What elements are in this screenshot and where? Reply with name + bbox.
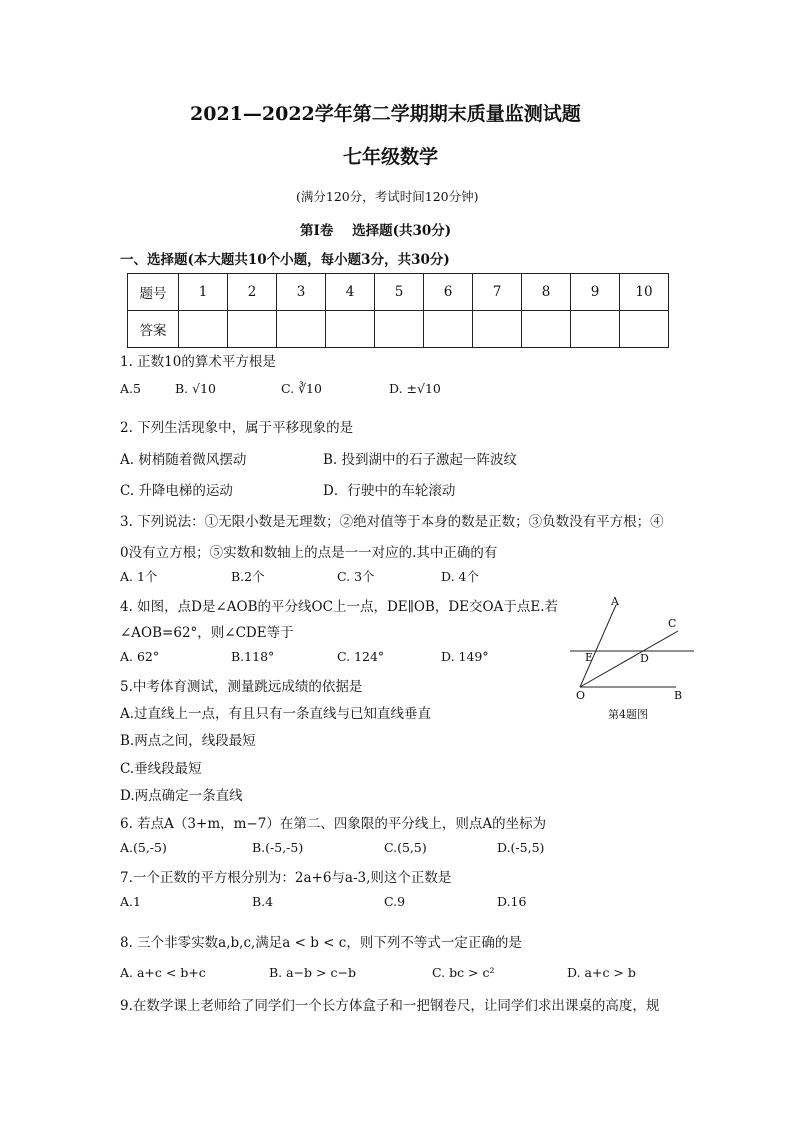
- question-3-stem-line2: 0没有立方根；⑤实数和数轴上的点是一一对应的.其中正确的有: [120, 545, 498, 561]
- question-4-stem-line2: ∠AOB=62°，则∠CDE等于: [120, 625, 294, 641]
- answer-cell[interactable]: [375, 311, 424, 348]
- table-cell: 2: [228, 274, 277, 311]
- label-c: C: [668, 617, 677, 630]
- question-7-option-b: B.4: [252, 894, 274, 909]
- question-8-option-c: C. bc > c²: [432, 965, 495, 980]
- question-4-option-d: D. 149°: [441, 649, 489, 664]
- question-1-option-b: B. √10: [175, 381, 217, 396]
- question-2-option-b: B. 投到湖中的石子激起一阵波纹: [323, 452, 518, 468]
- question-2-option-c: C. 升降电梯的运动: [120, 483, 233, 499]
- question-6-option-a: A.(5,-5): [120, 840, 167, 855]
- label-b: B: [674, 689, 683, 702]
- question-6-option-d: D.(-5,5): [497, 840, 545, 855]
- question-2-stem: 2. 下列生活现象中，属于平移现象的是: [120, 420, 354, 436]
- answer-cell[interactable]: [326, 311, 375, 348]
- answer-cell[interactable]: [277, 311, 326, 348]
- question-7-option-c: C.9: [384, 894, 406, 909]
- answer-cell[interactable]: [522, 311, 571, 348]
- answer-cell[interactable]: [473, 311, 522, 348]
- question-1-option-a: A.5: [120, 381, 141, 396]
- exam-subtitle: 七年级数学: [343, 146, 439, 168]
- question-3-option-d: D. 4个: [441, 569, 479, 584]
- label-o: O: [576, 689, 586, 702]
- question-8-option-b: B. a−b > c−b: [269, 965, 356, 980]
- question-4-option-a: A. 62°: [120, 649, 160, 664]
- question-2-option-a: A. 树梢随着微风摆动: [120, 452, 247, 468]
- figure-caption: 第4题图: [608, 708, 648, 721]
- table-cell: 5: [375, 274, 424, 311]
- question-3-stem-line1: 3. 下列说法：①无限小数是无理数；②绝对值等于本身的数是正数；③负数没有平方根；④: [120, 514, 664, 530]
- ray-oa: [580, 605, 616, 687]
- question-8-option-d: D. a+c > b: [567, 965, 636, 980]
- question-2-option-d: D．行驶中的车轮滚动: [323, 483, 456, 499]
- ray-oc: [580, 631, 678, 687]
- question-8-stem: 8. 三个非零实数a,b,c,满足a < b < c，则下列不等式一定正确的是: [120, 935, 522, 951]
- question-3-option-b: B.2个: [231, 569, 265, 584]
- question-5-stem: 5.中考体育测试，测量跳远成绩的依据是: [120, 679, 363, 695]
- question-5-option-c: C.垂线段最短: [120, 761, 202, 777]
- exam-title: 2021—2022学年第二学期期末质量监测试题: [190, 103, 581, 125]
- label-a: A: [611, 595, 619, 608]
- answer-table: [127, 273, 669, 348]
- label-d: D: [640, 652, 649, 665]
- question-4-option-b: B.118°: [231, 649, 275, 664]
- answer-cell[interactable]: [424, 311, 473, 348]
- question-4-option-c: C. 124°: [337, 649, 385, 664]
- exam-note: (满分120分，考试时间120分钟): [296, 189, 479, 204]
- question-3-option-a: A. 1个: [120, 569, 158, 584]
- table-cell-label: 答案: [128, 311, 179, 348]
- question-6-option-c: C.(5,5): [384, 840, 427, 855]
- table-cell: 8: [522, 274, 571, 311]
- table-cell-label: 题号: [128, 274, 179, 311]
- question-5-option-b: B.两点之间，线段最短: [120, 733, 256, 749]
- part-heading: 第Ⅰ卷 选择题(共30分): [300, 223, 452, 239]
- question-7-option-a: A.1: [120, 894, 141, 909]
- question-1-stem: 1. 正数10的算术平方根是: [120, 354, 276, 370]
- question-6-stem: 6. 若点A（3+m，m−7）在第二、四象限的平分线上，则点A的坐标为: [120, 816, 547, 832]
- section-heading: 一、选择题(本大题共10个小题，每小题3分，共30分): [120, 252, 450, 268]
- label-e: E: [585, 651, 594, 664]
- table-cell: 1: [179, 274, 228, 311]
- table-cell: 10: [620, 274, 669, 311]
- answer-cell[interactable]: [571, 311, 620, 348]
- question-3-option-c: C. 3个: [337, 569, 375, 584]
- question-5-option-a: A.过直线上一点，有且只有一条直线与已知直线垂直: [120, 706, 432, 722]
- table-cell: 7: [473, 274, 522, 311]
- question-7-option-d: D.16: [497, 894, 527, 909]
- table-row: [128, 274, 669, 311]
- question-4-stem-line1: 4. 如图，点D是∠AOB的平分线OC上一点，DE∥OB，DE交OA于点E.若: [120, 599, 558, 615]
- table-cell: 9: [571, 274, 620, 311]
- answer-cell[interactable]: [620, 311, 669, 348]
- question-9-stem: 9.在数学课上老师给了同学们一个长方体盒子和一把钢卷尺，让同学们求出课桌的高度，规: [120, 998, 660, 1014]
- answer-cell[interactable]: [228, 311, 277, 348]
- question-6-option-b: B.(-5,-5): [252, 840, 304, 855]
- question-1-option-d: D. ±√10: [389, 381, 441, 396]
- question-5-option-d: D.两点确定一条直线: [120, 788, 243, 804]
- answer-cell[interactable]: [179, 311, 228, 348]
- table-cell: 6: [424, 274, 473, 311]
- table-row: [128, 311, 669, 348]
- question-8-option-a: A. a+c < b+c: [120, 965, 206, 980]
- table-cell: 3: [277, 274, 326, 311]
- question-1-option-c: C. ∛10: [281, 381, 322, 396]
- question-7-stem: 7.一个正数的平方根分别为：2a+6与a-3,则这个正数是: [120, 870, 452, 886]
- table-cell: 4: [326, 274, 375, 311]
